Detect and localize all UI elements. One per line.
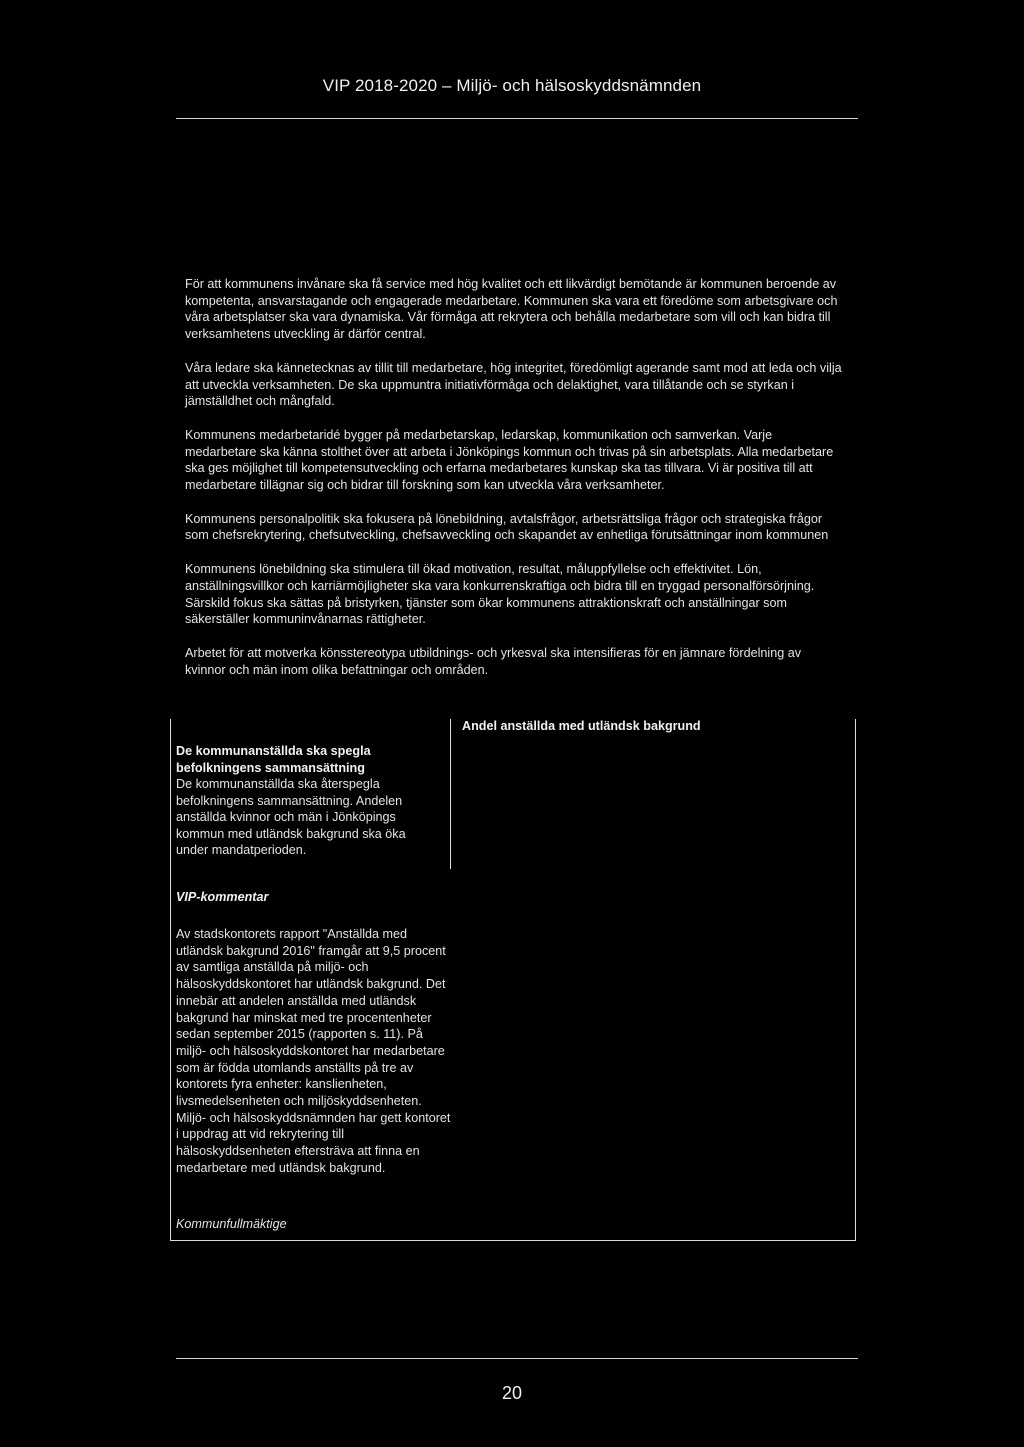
- footer-divider: [176, 1358, 858, 1359]
- paragraph: Kommunens lönebildning ska stimulera till ökad motivation, resultat, måluppfyllelse och effektivitet. Lön, anställningsvillkor och karriärmöjligheter ska vara konkurrenskraftiga och bidra till en tryggad personalförsörjning. Särskild fokus ska sättas på bristyrken, tjänster som ökar kommunens attraktionskraft och anställningar som säkerställer kommuninvånarnas rättigheter.: [185, 562, 815, 627]
- paragraph: För att kommunens invånare ska få service med hög kvalitet och ett likvärdigt bemötande är kommunen beroende av kompetenta, ansvarstagande och engagerade medarbetare. Kommunen ska vara ett föredöme som arbetsgivare och våra arbetsplatser ska vara dynamiska. Vår förmåga att rekrytera och behålla medarbetare som vill och kan bidra till verksamhetens utveckling är därför central.: [185, 277, 838, 342]
- header-divider: [176, 118, 858, 119]
- indicator-title: Andel anställda med utländsk bakgrund: [462, 719, 701, 733]
- body-text: [185, 276, 845, 695]
- paragraph: Kommunens medarbetaridé bygger på medarbetarskap, ledarskap, kommunikation och samverkan. Varje medarbetare ska känna stolthet över att arbeta i Jönköpings kommun och trivas på sin arbetsplats. Alla medarbetare ska ges möjlighet till kompetensutveckling och erfarna medarbetares kunskap ska tas tillvara. Vi är positiva till att medarbetare tillägnar sig och bidrar till forskning som kan utveckla våra verksamheter.: [185, 427, 834, 493]
- paragraph: Våra ledare ska kännetecknas av tillit till medarbetare, hög integritet, föredömligt agerande samt mod att leda och vilja att utveckla verksamheten. De ska uppmuntra initiativförmåga och delaktighet, vara tillåtande och se styrkan i jämställdhet och mångfald.: [185, 360, 842, 409]
- goal-title: De kommunanställda ska spegla befolkningens sammansättning: [176, 744, 371, 775]
- vip-comment-text: Av stadskontorets rapport "Anställda med utländsk bakgrund 2016" framgår att 9,5 procent av samtliga anställda på miljö- och hälsoskyddskontoret har utländsk bakgrund. Det innebär att andelen anställda med utländsk bakgrund har minskat med tre procentenheter sedan september 2015 (rapporten s. 11). På miljö- och hälsoskyddskontoret har medarbetare som är födda utomlands anställts på tre av kontorets fyra enheter: kanslienheten, livsmedelsenheten och miljöskyddsenheten. Miljö- och hälsoskyddsnämnden har gett kontoret i uppdrag att vid rekrytering till hälsoskyddsenheten eftersträva att finna en medarbetare med utländsk bakgrund.: [176, 927, 451, 1175]
- page-number: 20: [501, 1383, 523, 1403]
- goal-column: [176, 743, 438, 859]
- goal-text: De kommunanställda ska återspegla befolkningens sammansättning. Andelen anställda kvinnor och män i Jönköpings kommun med utländsk bakgrund ska öka under mandatperioden.: [176, 777, 406, 857]
- goal-box: [170, 719, 856, 1241]
- column-divider: [450, 719, 451, 869]
- page-header-title: VIP 2018-2020 – Miljö- och hälsoskyddsnämnden: [322, 76, 702, 95]
- vip-comment-heading: VIP-kommentar: [176, 890, 269, 904]
- paragraph: Kommunens personalpolitik ska fokusera på lönebildning, avtalsfrågor, arbetsrättsliga frågor och strategiska frågor som chefsrekrytering, chefsutveckling, chefsavveckling och skapandet av enhetliga förutsättningar inom kommunen: [185, 511, 829, 543]
- paragraph: Arbetet för att motverka könsstereotypa utbildnings- och yrkesval ska intensifieras för en jämnare fördelning av kvinnor och män inom olika befattningar och områden.: [185, 645, 801, 677]
- vip-signature: Kommunfullmäktige: [176, 1217, 287, 1231]
